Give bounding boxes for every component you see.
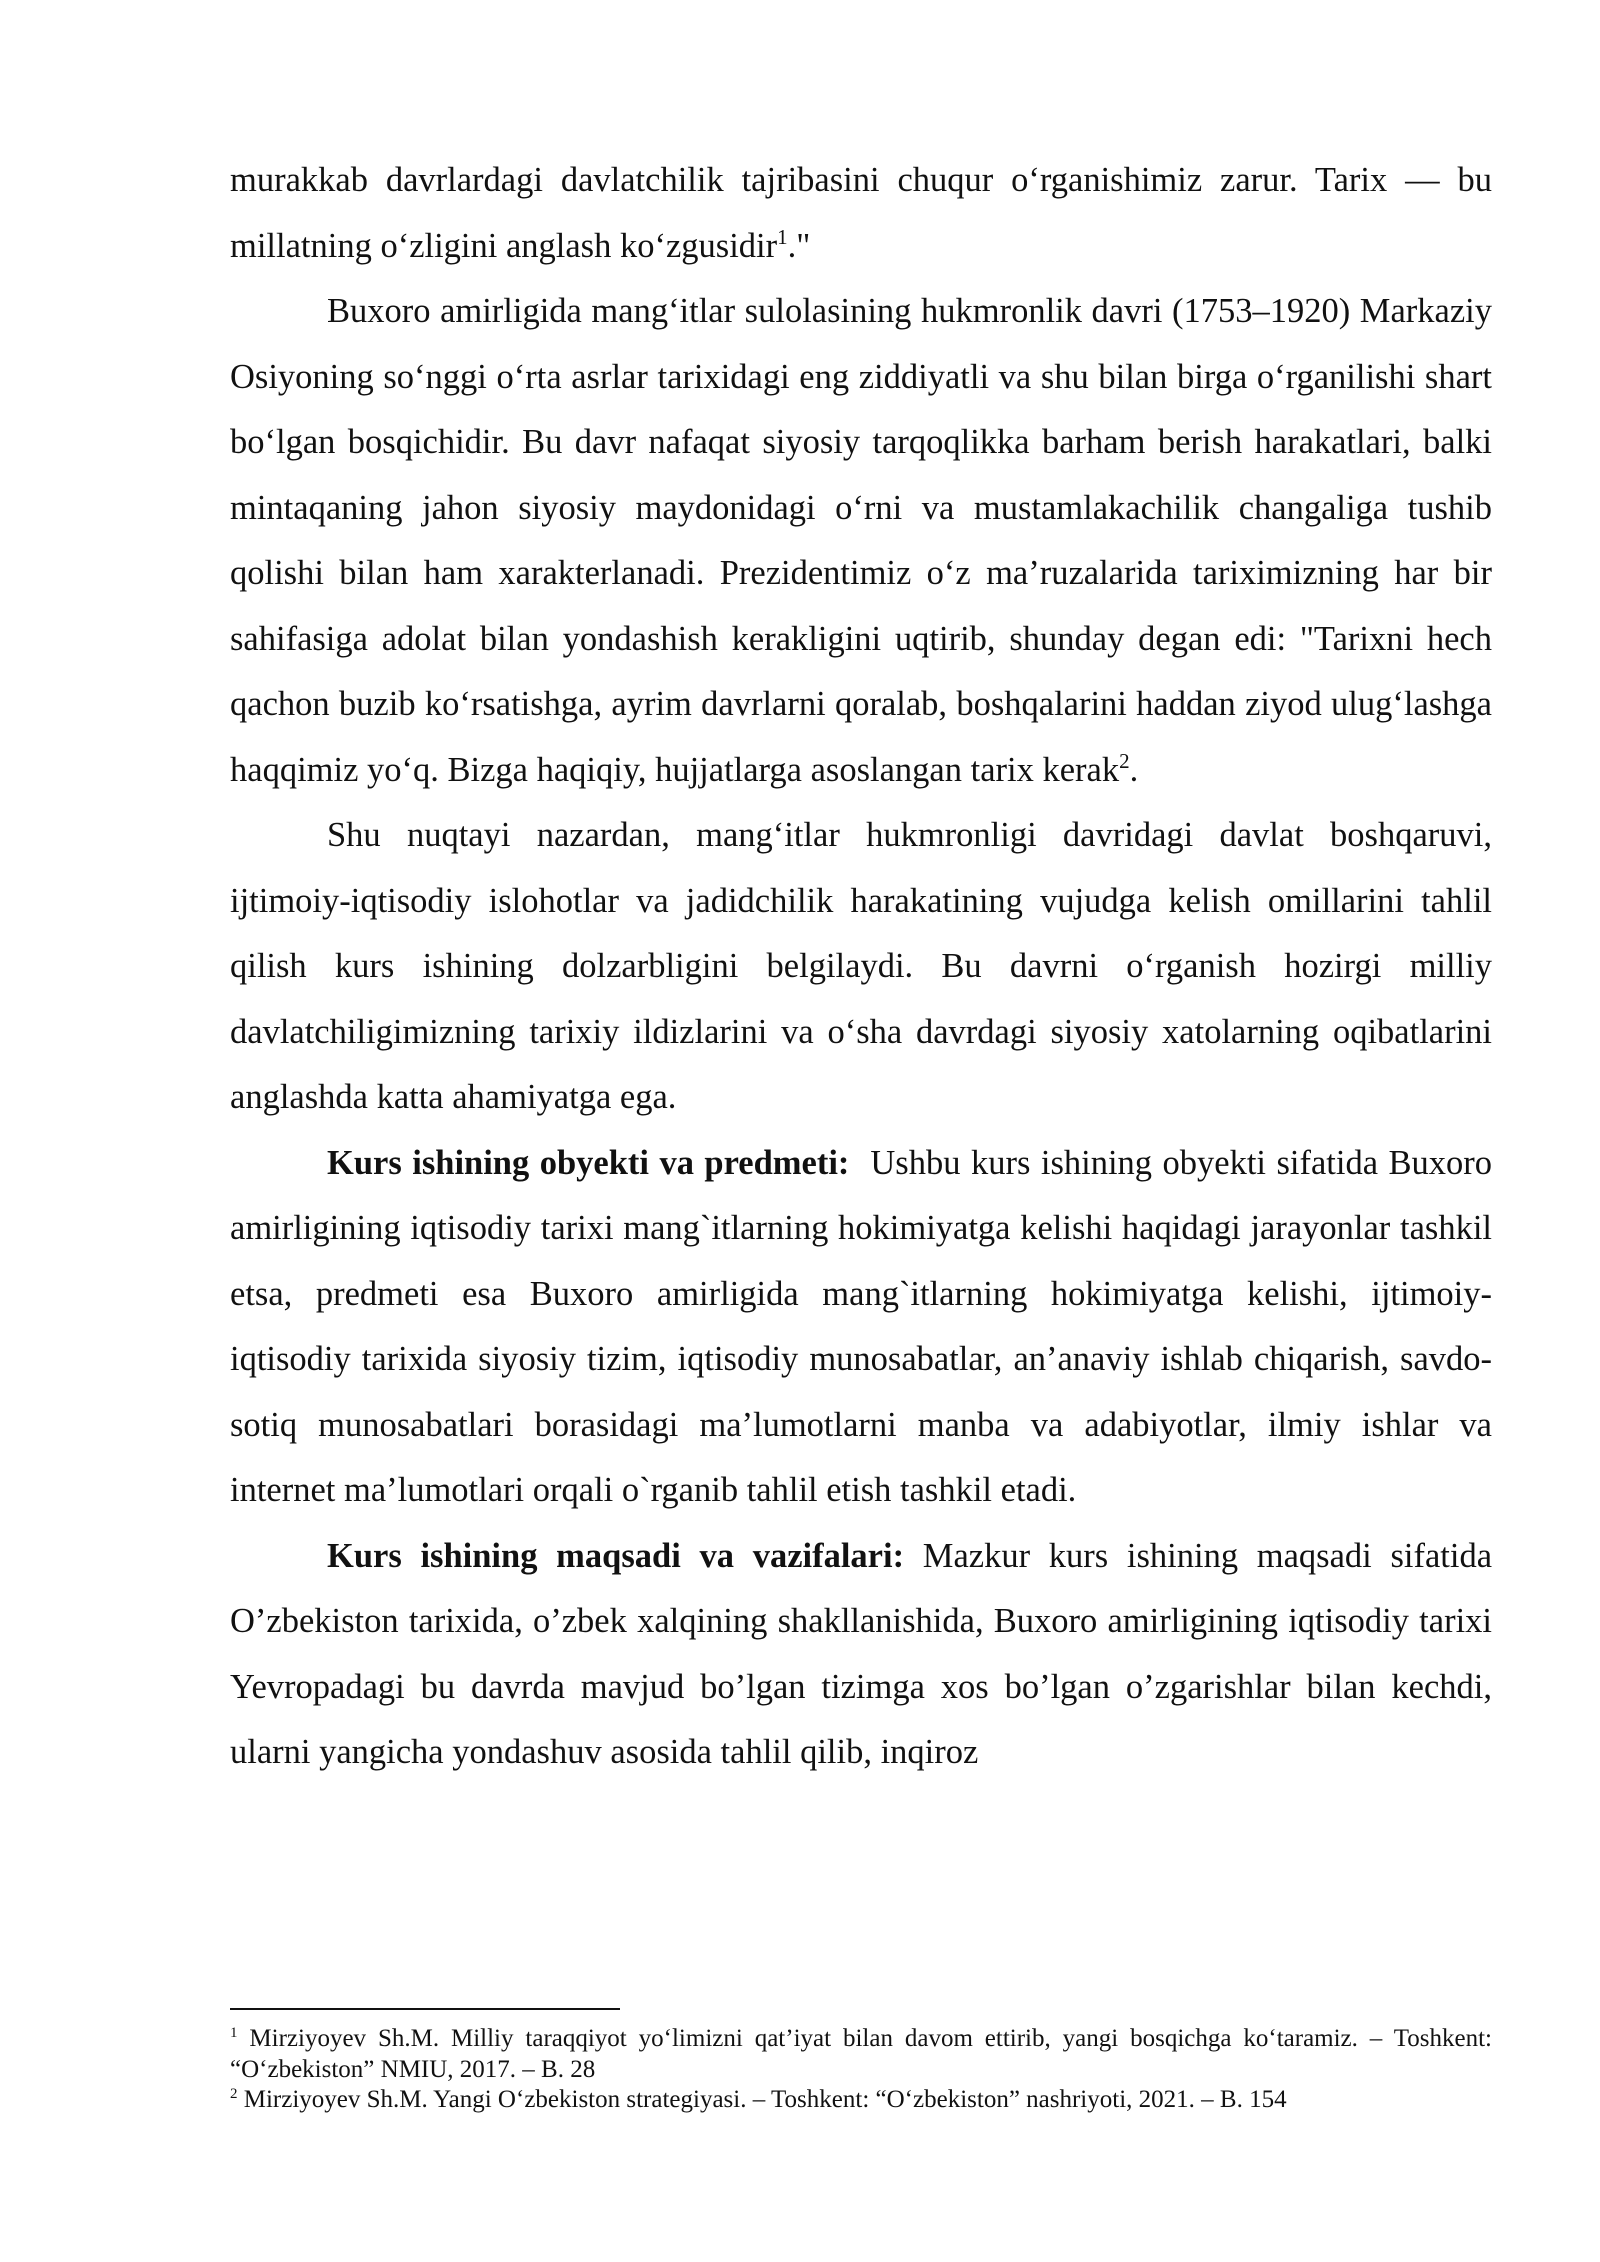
footnote-ref-2[interactable]: 2 — [1119, 748, 1130, 773]
footnote-2 — [230, 2085, 1492, 2116]
footnote-1-text: Mirziyoyev Sh.M. Milliy taraqqiyot yo‘limizni qat’iyat bilan davom ettirib, yangi bosqichga ko‘taramiz. – Toshkent: “O‘zbekiston” NMIU, 2017. – B. 28 — [230, 2025, 1492, 2083]
paragraph-1-tail: ." — [787, 226, 811, 265]
paragraph-5-text: Mazkur kurs ishining maqsadi sifatida O’zbekiston tarixida, o’zbek xalqining shakllanishida, Buxoro amirligining iqtisodiy tarixi Yevropadagi bu davrda mavjud bo’lgan tizimga xos bo’lgan o’zgarishlar bilan kechdi, ularni yangicha yondashuv asosida tahlil qilib, inqiroz — [230, 1536, 1493, 1771]
footnote-separator — [230, 2008, 620, 2010]
paragraph-2-tail: . — [1129, 750, 1139, 789]
footnote-2-text: Mirziyoyev Sh.M. Yangi O‘zbekiston strategiyasi. – Toshkent: “O‘zbekiston” nashriyoti, 2021. – B. 154 — [243, 2086, 1287, 2113]
paragraph-4 — [230, 1131, 1492, 1524]
document-body — [230, 148, 1492, 1786]
paragraph-1 — [230, 148, 1492, 279]
footnote-ref-1[interactable]: 1 — [777, 224, 788, 249]
paragraph-4-text: Ushbu kurs ishining obyekti sifatida Buxoro amirligining iqtisodiy tarixi mang`itlarning hokimiyatga kelishi haqidagi jarayonlar tashkil etsa, predmeti esa Buxoro amirligida mang`itlarning hokimiyatga kelishi, ijtimoiy-iqtisodiy tarixida siyosiy tizim, iqtisodiy munosabatlar, an’anaviy ishlab chiqarish, savdo-sotiq munosabatlari borasidagi ma’lumotlarni manba va adabiyotlar, ilmiy ishlar va internet ma’lumotlari orqali o`rganib tahlil etish tashkil etadi. — [230, 1143, 1493, 1509]
footnote-2-number: 2 — [230, 2086, 238, 2102]
paragraph-3-text: Shu nuqtayi nazardan, mang‘itlar hukmronligi davridagi davlat boshqaruvi, ijtimoiy-iqtisodiy islohotlar va jadidchilik harakatining vujudga kelish omillarini tahlil qilish kurs ishining dolzarbligini belgilaydi. Bu davrni o‘rganish hozirgi milliy davlatchiligimizning tarixiy ildizlarini va o‘sha davrdagi siyosiy xatolarning oqibatlarini anglashda katta ahamiyatga ega. — [230, 816, 1492, 1116]
paragraph-1-text: murakkab davrlardagi davlatchilik tajribasini chuqur o‘rganishimiz zarur. Tarix — bu millatning o‘zligini anglash ko‘zgusidir — [230, 161, 1492, 265]
section-heading-object-subject: Kurs ishining obyekti va predmeti: — [327, 1143, 850, 1182]
paragraph-3 — [230, 803, 1492, 1131]
footnote-1 — [230, 2024, 1492, 2085]
footnote-1-number: 1 — [230, 2025, 238, 2041]
footnotes — [230, 2024, 1492, 2116]
paragraph-2 — [230, 279, 1492, 803]
paragraph-5 — [230, 1524, 1492, 1786]
paragraph-2-text: Buxoro amirligida mang‘itlar sulolasining hukmronlik davri (1753–1920) Markaziy Osiyoning so‘nggi o‘rta asrlar tarixidagi eng ziddiyatli va shu bilan birga o‘rganilishi shart bo‘lgan bosqichidir. Bu davr nafaqat siyosiy tarqoqlikka barham berish harakatlari, balki mintaqaning jahon siyosiy maydonidagi o‘rni va mustamlakachilik changaliga tushib qolishi bilan ham xarakterlanadi. Prezidentimiz o‘z ma’ruzalarida tariximizning har bir sahifasiga adolat bilan yondashish kerakligini uqtirib, shunday degan edi: "Tarixni hech qachon buzib ko‘rsatishga, ayrim davrlarni qoralab, boshqalarini haddan ziyod ulug‘lashga haqqimiz yo‘q. Bizga haqiqiy, hujjatlarga asoslangan tarix kerak — [230, 292, 1492, 789]
section-heading-goals-tasks: Kurs ishining maqsadi va vazifalari: — [327, 1536, 905, 1575]
